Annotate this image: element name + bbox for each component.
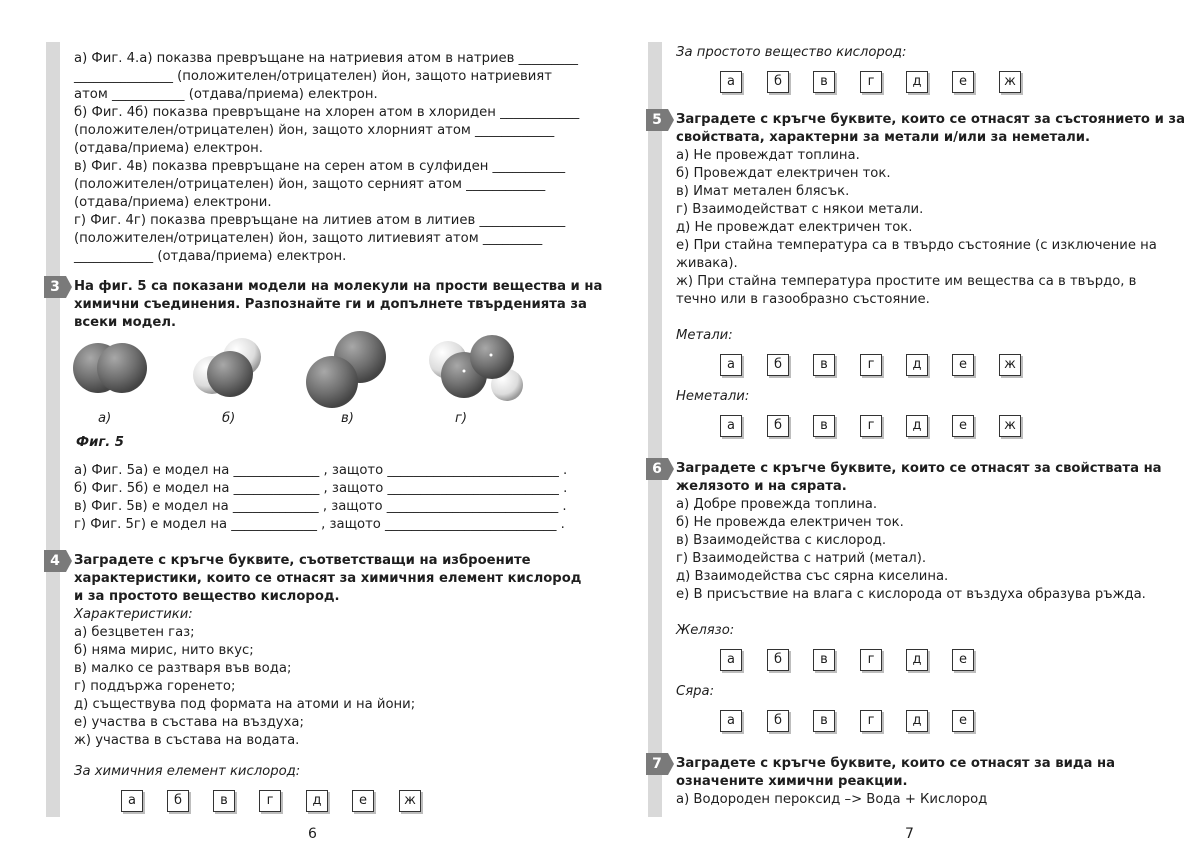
task-4-title: Заградете с кръгче буквите, съответстващи на изброените	[74, 553, 531, 568]
intro-line: _______________ (положителен/отрицателен) йон, защото натриевият	[74, 69, 552, 84]
letter-box[interactable]: е	[952, 71, 974, 93]
right-page	[600, 0, 1200, 862]
model-label-a: а)	[98, 411, 112, 426]
letter-box[interactable]: д	[906, 354, 928, 376]
task-4-title: характеристики, които се отнасят за химичния елемент кислород	[74, 571, 582, 586]
intro-line: в) Фиг. 4в) показва превръщане на серен атом в сулфиден ___________	[74, 159, 566, 174]
intro-line: (положителен/отрицателен) йон, защото хлорният атом ____________	[74, 123, 555, 138]
page-number: 6	[308, 826, 317, 842]
molecule-d	[429, 335, 523, 401]
task-6-item: е) В присъствие на влага с кислорода от въздуха образува ръжда.	[676, 587, 1146, 602]
letter-box[interactable]: в	[813, 71, 835, 93]
task-6-title: Заградете с кръгче буквите, които се отнасят за свойствата на	[676, 461, 1162, 476]
letter-box[interactable]: б	[767, 415, 789, 437]
model-label-d: г)	[455, 411, 468, 426]
task-6-item: а) Добре провежда топлина.	[676, 497, 878, 512]
letter-box[interactable]: ж	[999, 415, 1021, 437]
task-6-item: д) Взаимодейства със сярна киселина.	[676, 569, 949, 584]
task-4-item: г) поддържа горенето;	[74, 679, 236, 694]
letter-box[interactable]: е	[952, 649, 974, 671]
letter-box[interactable]: г	[860, 415, 882, 437]
letter-box[interactable]: б	[767, 354, 789, 376]
molecule-models-figure	[60, 330, 540, 410]
letter-box[interactable]: г	[860, 71, 882, 93]
task-5-item: течно или в газообразно състояние.	[676, 292, 930, 307]
task-5-item: е) При стайна температура са в твърдо състояние (с изключение на	[676, 238, 1157, 253]
task-6-item: г) Взаимодейства с натрий (метал).	[676, 551, 927, 566]
task-4-item: е) участва в състава на въздуха;	[74, 715, 304, 730]
task-5-item: а) Не провеждат топлина.	[676, 148, 860, 163]
substance-oxygen-label: За простото вещество кислород:	[676, 45, 907, 60]
task-5-item: живака).	[676, 256, 738, 271]
task-4-item: ж) участва в състава на водата.	[74, 733, 300, 748]
letter-box[interactable]: а	[720, 71, 742, 93]
letter-box[interactable]: д	[306, 790, 328, 812]
task-3-title: всеки модел.	[74, 315, 176, 330]
intro-line: г) Фиг. 4г) показва превръщане на литиев атом в литиев _____________	[74, 213, 566, 228]
left-margin-bar	[46, 42, 60, 817]
page-number: 7	[905, 826, 914, 842]
letter-box[interactable]: а	[720, 710, 742, 732]
letter-box[interactable]: е	[952, 710, 974, 732]
letter-box[interactable]: д	[906, 649, 928, 671]
intro-line: ____________ (отдава/приема) електрон.	[74, 249, 347, 264]
letter-box[interactable]: в	[813, 415, 835, 437]
letter-box[interactable]: б	[767, 649, 789, 671]
task-7-title: означените химични реакции.	[676, 774, 908, 789]
task-5-item: в) Имат метален блясък.	[676, 184, 850, 199]
nonmetals-label: Неметали:	[676, 389, 750, 404]
letter-box[interactable]: а	[720, 415, 742, 437]
statement-line: в) Фиг. 5в) е модел на _____________ , защото __________________________ .	[74, 499, 567, 514]
statement-line: б) Фиг. 5б) е модел на _____________ , защото __________________________ .	[74, 481, 568, 496]
task-4-item: д) съществува под формата на атоми и на йони;	[74, 697, 416, 712]
letter-box[interactable]: а	[720, 649, 742, 671]
iron-label: Желязо:	[676, 623, 735, 638]
letter-box[interactable]: е	[352, 790, 374, 812]
intro-line: (положителен/отрицателен) йон, защото серният атом ____________	[74, 177, 546, 192]
task-4-item: в) малко се разтваря във вода;	[74, 661, 292, 676]
task-3-title: химични съединения. Разпознайте ги и допълнете твърденията за	[74, 297, 587, 312]
task-5-item: ж) При стайна температура простите им вещества са в твърдо, в	[676, 274, 1137, 289]
task-6-item: б) Не провежда електричен ток.	[676, 515, 904, 530]
metals-label: Метали:	[676, 328, 733, 343]
task-6-item: в) Взаимодейства с кислород.	[676, 533, 887, 548]
letter-box[interactable]: д	[906, 71, 928, 93]
task-7-item: а) Водороден пероксид –> Вода + Кислород	[676, 792, 988, 807]
task-4-item: б) няма мирис, нито вкус;	[74, 643, 254, 658]
intro-line: а) Фиг. 4.а) показва превръщане на натриевия атом в натриев _________	[74, 51, 578, 66]
letter-box[interactable]: в	[813, 710, 835, 732]
right-margin-bar	[648, 42, 662, 817]
statement-line: а) Фиг. 5а) е модел на _____________ , защото __________________________ .	[74, 463, 568, 478]
letter-box[interactable]: е	[952, 354, 974, 376]
task-5-item: д) Не провеждат електричен ток.	[676, 220, 913, 235]
task-5-badge: 5	[646, 109, 668, 131]
letter-box[interactable]: ж	[999, 71, 1021, 93]
model-label-b: б)	[222, 411, 236, 426]
letter-box[interactable]: ж	[399, 790, 421, 812]
letter-box[interactable]: а	[720, 354, 742, 376]
letter-box[interactable]: д	[906, 710, 928, 732]
task-5-item: г) Взаимодействат с някои метали.	[676, 202, 924, 217]
letter-box[interactable]: г	[860, 649, 882, 671]
statement-line: г) Фиг. 5г) е модел на _____________ , защото __________________________ .	[74, 517, 565, 532]
task-4-badge: 4	[44, 550, 66, 572]
molecule-a	[73, 343, 147, 393]
task-6-title: желязото и на сярата.	[676, 479, 847, 494]
task-7-title: Заградете с кръгче буквите, които се отнасят за вида на	[676, 756, 1116, 771]
task-4-item: а) безцветен газ;	[74, 625, 195, 640]
task-7-badge: 7	[646, 753, 668, 775]
intro-line: атом ___________ (отдава/приема) електрон.	[74, 87, 378, 102]
task-3-title: На фиг. 5 са показани модели на молекули на прости вещества и на	[74, 279, 603, 294]
letter-box[interactable]: г	[259, 790, 281, 812]
task-4-title: и за простото вещество кислород.	[74, 589, 340, 604]
task-5-item: б) Провеждат електричен ток.	[676, 166, 891, 181]
letter-box[interactable]: в	[813, 649, 835, 671]
letter-box[interactable]: ж	[999, 354, 1021, 376]
intro-line: б) Фиг. 4б) показва превръщане на хлорен атом в хлориден ____________	[74, 105, 580, 120]
letter-box[interactable]: в	[213, 790, 235, 812]
sulfur-label: Сяра:	[676, 684, 715, 699]
molecule-c	[306, 331, 386, 408]
letter-box[interactable]: б	[767, 710, 789, 732]
letter-box[interactable]: г	[860, 710, 882, 732]
molecule-b	[193, 338, 261, 397]
letter-box[interactable]: б	[167, 790, 189, 812]
task-4-subtitle: Характеристики:	[74, 607, 193, 622]
letter-box[interactable]: д	[906, 415, 928, 437]
model-label-c: в)	[341, 411, 354, 426]
intro-line: (отдава/приема) електрони.	[74, 195, 272, 210]
intro-line: (положителен/отрицателен) йон, защото литиевият атом _________	[74, 231, 543, 246]
element-oxygen-label: За химичния елемент кислород:	[74, 764, 301, 779]
task-3-badge: 3	[44, 276, 66, 298]
letter-box[interactable]: б	[767, 71, 789, 93]
task-5-title: свойствата, характерни за метали и/или за неметали.	[676, 130, 1091, 145]
task-5-title: Заградете с кръгче буквите, които се отнасят за състоянието и за	[676, 112, 1185, 127]
intro-line: (отдава/приема) електрон.	[74, 141, 263, 156]
letter-box[interactable]: е	[952, 415, 974, 437]
task-6-badge: 6	[646, 458, 668, 480]
letter-box[interactable]: а	[121, 790, 143, 812]
figure-caption: Фиг. 5	[76, 435, 124, 450]
letter-box[interactable]: в	[813, 354, 835, 376]
letter-box[interactable]: г	[860, 354, 882, 376]
